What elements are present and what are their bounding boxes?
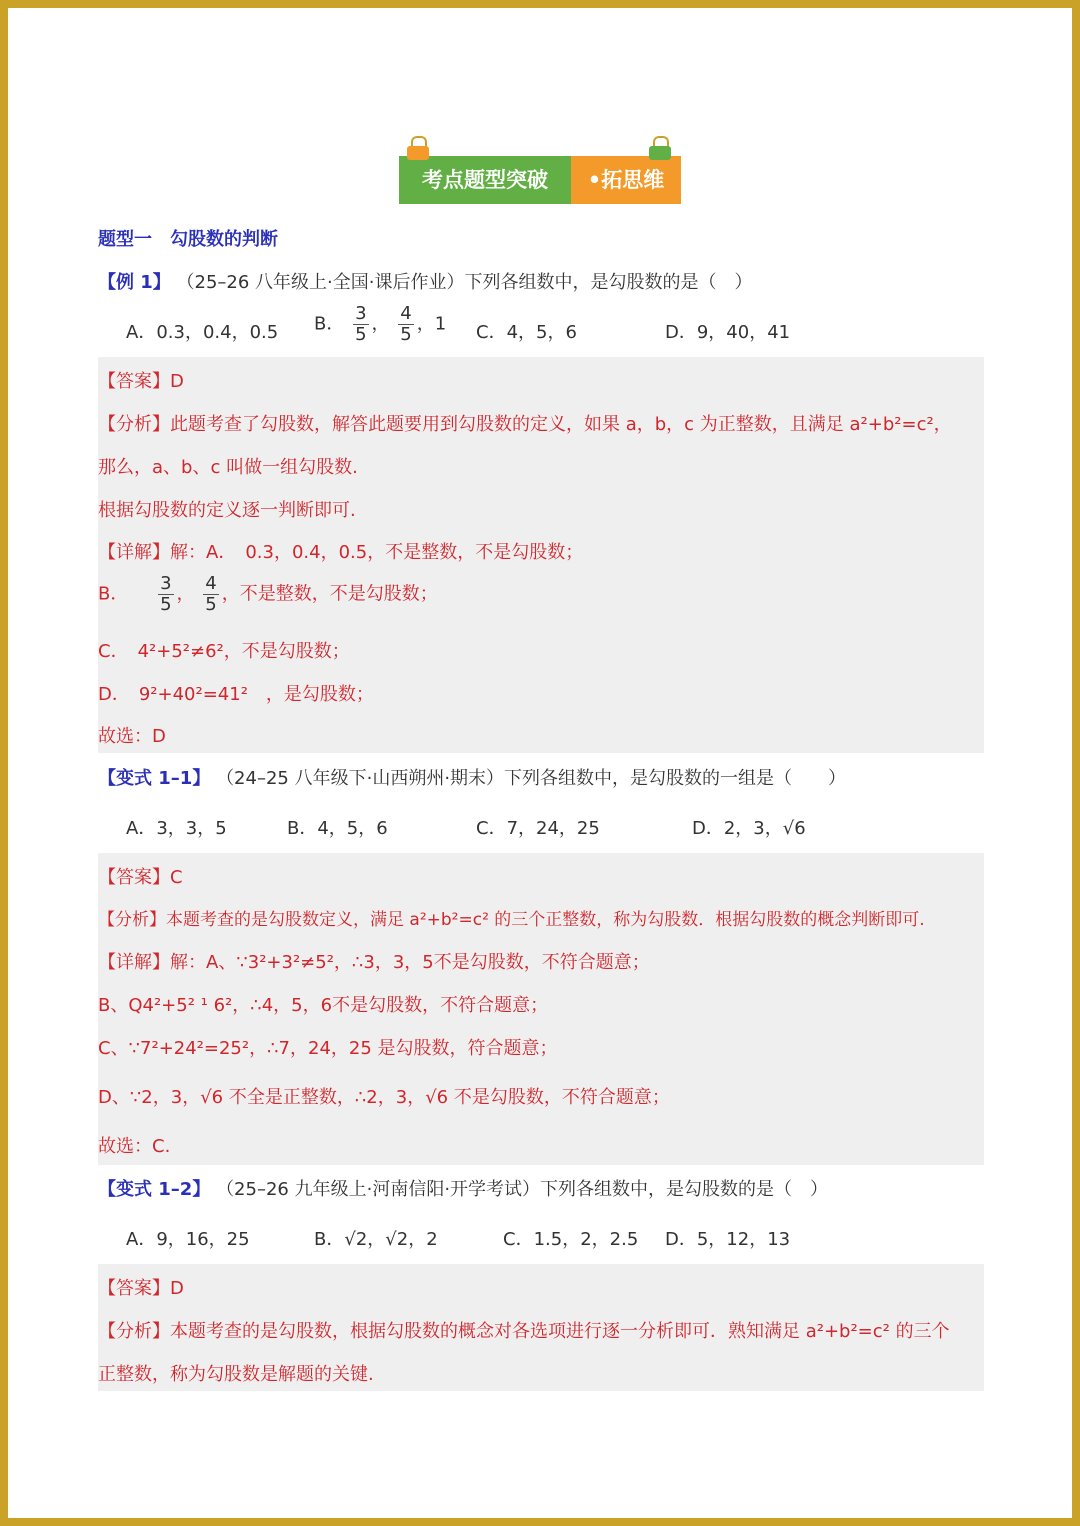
answer: 【答案】D xyxy=(98,371,184,392)
variation-1-1-question xyxy=(98,764,846,790)
fraction: $\frac{3}{5}$ xyxy=(160,573,172,615)
detail-line: C． 4²+5²≠6²，不是勾股数； xyxy=(98,641,350,662)
option-d: D．5，12，13 xyxy=(665,1229,791,1250)
detail-line: C、∵7²+24²=25²，∴7，24，25 是勾股数，符合题意； xyxy=(98,1038,558,1059)
analysis-line: 【分析】本题考查的是勾股数，根据勾股数的概念对各选项进行逐一分析即可．熟知满足 a²+b²=c² 的三个 xyxy=(98,1321,950,1342)
choice-line: 故选：C. xyxy=(98,1136,171,1157)
example-1-question xyxy=(98,268,753,294)
banner-right-text: •拓思维 xyxy=(571,156,681,204)
analysis-line: 那么，a、b、c 叫做一组勾股数. xyxy=(98,457,358,478)
option-a: A．0.3，0.4，0.5 xyxy=(126,322,279,343)
option-b: B．4，5，6 xyxy=(287,818,388,839)
example-tag: 【变式 1–2】 xyxy=(98,1179,211,1200)
section-title: 题型一 勾股数的判断 xyxy=(98,229,278,250)
section-banner xyxy=(399,156,681,204)
fraction: $\frac{4}{5}$ xyxy=(400,303,412,345)
analysis-line: 【分析】本题考查的是勾股数定义，满足 a²+b²=c² 的三个正整数，称为勾股数．根据勾股数的概念判断即可. xyxy=(98,910,925,930)
detail-line-b: B． $\frac{3}{5}$ ， $\frac{4}{5}$ ，不是整数，不是勾股数； xyxy=(98,573,438,615)
option-d: D．9，40，41 xyxy=(665,322,791,343)
clip-icon xyxy=(407,136,429,162)
option-d: D．2，3，√6 xyxy=(692,818,806,839)
analysis-line: 正整数，称为勾股数是解题的关键. xyxy=(98,1364,374,1385)
question-stem: （25–26 八年级上·全国·课后作业）下列各组数中，是勾股数的是（ ） xyxy=(176,272,753,293)
detail-line: B、Q4²+5² ¹ 6²，∴4，5，6不是勾股数，不符合题意； xyxy=(98,995,549,1016)
example-tag: 【例 1】 xyxy=(98,272,171,293)
analysis-line: 【分析】此题考查了勾股数，解答此题要用到勾股数的定义，如果 a，b，c 为正整数，且满足 a²+b²=c²， xyxy=(98,414,952,435)
clip-icon xyxy=(649,136,671,162)
variation-1-2-question xyxy=(98,1175,828,1201)
fraction: $\frac{4}{5}$ xyxy=(205,573,217,615)
option-c: C．4，5，6 xyxy=(476,322,577,343)
detail-line: 【详解】解：A、∵3²+3²≠5²，∴3，3，5不是勾股数，不符合题意； xyxy=(98,952,650,973)
detail-line: 【详解】解：A． 0.3，0.4，0.5，不是整数，不是勾股数； xyxy=(98,542,584,563)
example-tag: 【变式 1–1】 xyxy=(98,768,211,789)
detail-line: D、∵2，3，√6 不全是正整数，∴2，3，√6 不是勾股数，不符合题意； xyxy=(98,1087,670,1108)
question-stem: （25–26 九年级上·河南信阳·开学考试）下列各组数中，是勾股数的是（ ） xyxy=(216,1179,829,1200)
option-a: A．3，3，5 xyxy=(126,818,227,839)
option-c: C．1.5，2，2.5 xyxy=(503,1229,639,1250)
option-b: B．√2，√2，2 xyxy=(314,1229,438,1250)
banner-left-text: 考点题型突破 xyxy=(399,156,571,204)
option-a: A．9，16，25 xyxy=(126,1229,250,1250)
option-c: C．7，24，25 xyxy=(476,818,600,839)
detail-line: D． 9²+40²=41² ，是勾股数； xyxy=(98,684,374,705)
analysis-line: 根据勾股数的定义逐一判断即可. xyxy=(98,500,356,521)
answer: 【答案】C xyxy=(98,867,183,888)
answer: 【答案】D xyxy=(98,1278,184,1299)
question-stem: （24–25 八年级下·山西朔州·期末）下列各组数中，是勾股数的一组是（ ） xyxy=(216,768,847,789)
fraction: $\frac{3}{5}$ xyxy=(355,303,367,345)
choice-line: 故选：D xyxy=(98,726,166,747)
option-label: B． xyxy=(314,313,345,335)
option-b: B． $\frac{3}{5}$ ， $\frac{4}{5}$ ，1 xyxy=(314,303,447,345)
